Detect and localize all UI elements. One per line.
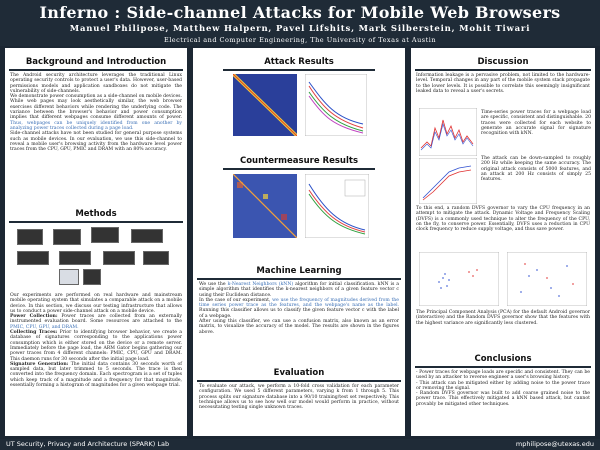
conclusion-item: - Random DVFS governor was built to add coarse grained noise to the power trace. This effectively mitigated a kNN based attack, but cannot provably be mitigated other techniques. xyxy=(416,391,591,407)
pca-random-dvfs-figure xyxy=(507,252,587,306)
poster-affiliation: Electrical and Computer Engineering, The University of Texas at Austin xyxy=(163,36,437,44)
conclusion-item: - Power traces for webpage loads are specific and consistent. They can be used by an attacker to reverse engineer a user's browsing history. xyxy=(416,370,591,381)
methods-diagram xyxy=(13,225,179,287)
ml-rule xyxy=(197,278,401,280)
attack-accuracy-plot xyxy=(305,74,367,136)
ml-p1-highlight: k-Nearest Neighbors (kNN) xyxy=(227,282,294,287)
footer-email: mphilipose@utexas.edu xyxy=(515,440,594,448)
diagram-box-phone xyxy=(17,229,43,245)
poster-authors: Manuel Philipose, Matthew Halpern, Pavel Lifshits, Mark Silberstein, Mohit Tiwari xyxy=(69,24,531,34)
left-column xyxy=(5,48,187,436)
diagram-box-output xyxy=(143,251,169,265)
diagram-box-training xyxy=(131,229,163,243)
signature-generation-text: The initial data contains 30 seconds worth of sampled data, but later trimmed to 5 seconds. The trace is then converted into the frequency domain. Each spectrogram is a set of tuples which keep track of a magnitude and a frequency for that magnitude, essentially forming a histogram of magnitudes for a given webpage trial. xyxy=(10,361,182,389)
ml-p2a: In the case of our experiment, xyxy=(199,297,271,303)
background-p2-highlight: Thus, webpages can be uniquely identified from one another by analyzing power traces collected during a page load. xyxy=(10,120,182,131)
methods-title: Methods xyxy=(75,209,117,219)
evaluation-title: Evaluation xyxy=(273,368,325,378)
power-collection-label: Power Collection: xyxy=(10,314,58,320)
ml-title: Machine Learning xyxy=(256,266,342,276)
countermeasure-title: Countermeasure Results xyxy=(239,156,359,166)
footer-lab: UT Security, Privacy and Architecture (SPARK) Lab xyxy=(6,440,170,448)
attack-rule xyxy=(223,69,375,71)
diagram-box-logcat xyxy=(17,251,49,265)
methods-p1: Our experiments are performed on real hardware and mainstream mobile operating system that simulates a comparable attack on a mobile device. In this section, we discuss our testing infrastructure that allows us to conduct a power side-channel attack on a mobile device. xyxy=(10,293,182,314)
countermeasure-confusion-matrix xyxy=(233,174,297,238)
diagram-box-gator xyxy=(83,269,101,285)
background-text xyxy=(10,73,182,152)
countermeasure-rule xyxy=(223,168,375,170)
diagram-box-power xyxy=(53,229,81,245)
background-p1: The Android security architecture leverages the traditional Linux operating security controls to protect a user's data. However, user-based permissions models and application sandboxes do not mitigate the vulnerability of side-channels. xyxy=(10,73,182,94)
ml-p1a: We use the xyxy=(199,282,226,287)
ml-p1b: algorithm for initial classification. kNN is a simple algorithm that identifies the k-nearest neighbors of a given feature vector c using their Euclidean distance. xyxy=(199,282,400,298)
downsample-figure xyxy=(419,158,477,204)
ml-p2-highlight: we use the frequency of magnitudes derived from the time series power trace as the features, and the webpage's name as the label. xyxy=(199,297,399,309)
ml-text xyxy=(199,282,399,335)
collecting-traces-text: Prior to identifying browser behavior, we create a database of signatures corresponding to the applications power consumption which is either stored on the device or a remote server. Immediately before the page load, the ARM Gator begins gathering our power traces from 4 different channels: PMIC, CPU, GPU and DRAM. This daemon runs for 30 seconds after the initial page load. xyxy=(10,330,182,362)
ml-p3: After using this classifier, we can use a confusion matrix, also known as an error matrix, to visualize the accuracy of the model. The results are shown in the figures above. xyxy=(199,319,399,335)
conclusions-title: Conclusions xyxy=(474,354,532,364)
collecting-traces-label: Collecting Traces: xyxy=(10,330,58,336)
discussion-p3: The Principal Component Analysis (PCA) for the default Android governor (interactive) and the Random DVFS governor show that the features with the highest variance are significantly less clustered. xyxy=(416,310,590,326)
power-trace-figure xyxy=(419,108,477,156)
pca-interactive-figure xyxy=(419,252,499,306)
background-p3: Side-channel attacks have not been studied for general purpose systems such as mobile devices. In our evaluation, we use this side-channel to reveal a mobile user's browsing activity from the hardware level power traces from the CPU, GPU, PMIC and DRAM with an 80% accuracy. xyxy=(10,131,182,153)
discussion-caption-2: The attack can be down-sampled to roughly 200 Hz while keeping the same accuracy. The original attack consists of 5000 features, and an attack at 200 Hz consists of simply 25 features. xyxy=(481,156,591,183)
discussion-title: Discussion xyxy=(477,57,529,67)
discussion-p1: Information leakage is a pervasive problem, not limited to the hardware-level. Temporal changes in any part of the mobile system stack propagate to the lower levels. It is possible to correlate this seemingly insignificant leaked data to reveal a user's secrets. xyxy=(416,73,590,94)
poster-footer xyxy=(0,439,600,450)
discussion-p2: To this end, a random DVFS governor to vary the CPU frequency in an attempt to mitigate the attack. Dynamic Voltage and Frequency Scaling (DVFS) is a commonly used technique to alter the frequency of the CPU, on the fly, to conserve power. Essentially, DVFS uses a reduction in CPU clock frequency to reduce supply voltage, and thus save power. xyxy=(416,206,590,233)
methods-text xyxy=(10,293,182,388)
ml-p2b: Running this classifier allows us to classify the given feature vector c with the label of a webpage. xyxy=(199,308,399,319)
background-title: Background and Introduction xyxy=(25,57,167,67)
background-p2: We demonstrate power consumption as a side-channel on mobile devices. While web pages may look aesthetically similar, the web browser exercises different behaviors while rendering the underlying code. The variance between the browser's behavior and power consumption implies that different webpages consume different amounts of power. xyxy=(10,94,182,121)
right-column xyxy=(411,48,595,436)
background-rule xyxy=(9,69,183,71)
diagram-box-server xyxy=(91,227,119,243)
poster-header xyxy=(0,0,600,46)
evaluation-text: To evaluate our attack, we perform a 10-fold cross validation for each parameter configuration. We used 5 different parameters, varying k from 1 through 5. This process splits our signature database into a 90/10 training/test set respectively. This technique allows us to see how well our model would perform in practice, without necessitating testing single unknown traces. xyxy=(199,384,399,411)
attack-title: Attack Results xyxy=(264,57,334,67)
evaluation-rule xyxy=(197,380,401,382)
middle-column xyxy=(193,48,405,436)
conclusion-item: - This attack can be mitigated either by adding noise to the power trace or removing the signal. xyxy=(416,380,590,391)
countermeasure-accuracy-plot xyxy=(305,174,369,238)
power-collection-text: Power traces are collected from an externally instrumented evaluation board. Some resources are attached to the xyxy=(10,314,182,325)
conclusions-list xyxy=(416,370,590,407)
discussion-rule xyxy=(415,69,591,71)
diagram-box-traces xyxy=(59,251,91,265)
signature-generation-label: Signature Generation: xyxy=(10,361,69,367)
conclusions-rule xyxy=(415,366,591,368)
diagram-box-device xyxy=(59,269,79,285)
methods-rule xyxy=(9,221,183,223)
discussion-caption-1: Time-series power traces for a webpage load are specific, consistent and distinguishable. 20 traces were collected for each website to generate an accurate signal for signature recognition with kNN. xyxy=(481,110,591,137)
diagram-box-classifier xyxy=(103,251,135,265)
attack-confusion-matrix xyxy=(233,74,297,136)
poster-title: Inferno : Side-channel Attacks for Mobile Web Browsers xyxy=(39,3,561,22)
power-collection-highlight: PMIC, CPU, GPU, and DRAM. xyxy=(10,324,79,330)
